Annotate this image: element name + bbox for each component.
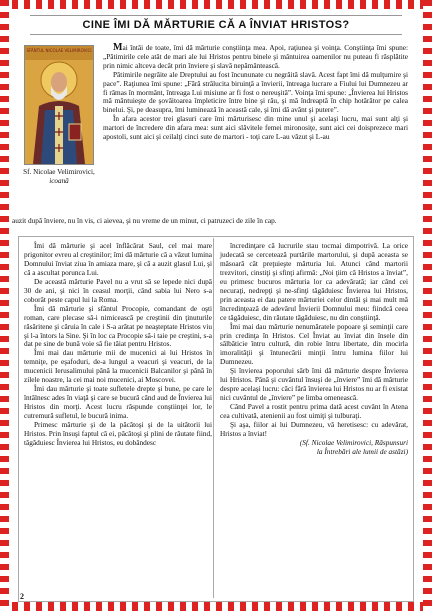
source-citation-line-1: (Sf. Nicolae Velimirovici, Răspunsuri [299,437,408,447]
intro-text [103,44,408,142]
intro-paragraph-1: ai întâi de toate, îmi dă mărturie conştiinţa mea. Apoi, raţiunea şi voinţa. Conştiinţa îmi spune: „Pătimirile cele atât de mari ale lui Hristos pentru binele şi mântuirea oamenilor nu puteau fi răsplătite prin nimic altceva decât prin înviere şi slavă nepământească. [103,43,408,70]
right-paragraph: Când Pavel a rostit pentru prima dată acest cuvânt în Atena cea cultivată, atenienii au fost uimiţi şi tulburaţi. [220,402,408,421]
icon-caption [22,168,96,186]
left-paragraph: Îmi dă mărturie şi sfântul Procopie, comandant de oşti roman, care plecase să-i nimicească pe creştinii din ţinuturile răsăritene şi căruia în cale i S-a arătat pe neaşteptate Hristos viu şi l-a întors la Sine. Şi în loc ca Procopie să-i taie pe creştini, s-a dat pe sine de bună voie să fie tăiat pentru Hristos. [24,303,212,349]
right-column [220,242,408,597]
right-paragraph: încredinţare că lucrurile stau tocmai dimpotrivă. La orice judecată se cercetează purtările martorului, şi după aceasta se măsoară cât preţuieşte mărturia lui. Atunci când martorii trezvitori, cinstiţi şi sfinţi afirmă: „Noi ţiim că Hristos a înviat”, eu primesc bucuros mărturia lor ca adevărată; iar când cei necuraţi, nedrepţi şi ne-sfinţi tăgăduiesc Învierea lui Hristos, prin aceasta ei dau patere mărturiei celor dintâi şi mai mult mă încredinţează de adevărul Învierii Domnului meu: fiindcă ceea ce tăgăduiesc, din răutate tăgăduiesc, nu din conştiinţă. [220,241,408,322]
dropcap: M [113,42,123,53]
page-border-top [0,0,432,9]
saint-icon-image [24,45,94,165]
right-paragraph: Şi învierea poporului sârb îmi dă mărturie despre Învierea lui Hristos. Până şi cuvântul însuşi de „înviere” îmi dă mărturie despre acelaşi lucru: căci fără învierea lui Hristos nu ar fi existat nici cuvântul de „înviere” pe limba omenească. [220,366,408,403]
page-border-left [0,0,9,611]
page-border-right [423,0,432,611]
left-paragraph: Îmi dă mărturie şi acel înflăcărat Saul, cel mai mare prigonitor evreu al creştinilor; îmi dă mărturie că a văzut lumina Domnului înviat ziua în amiaza mare, şi că a auzit glasul Lui, şi că a ascultat porunca Lui. [24,241,212,277]
left-paragraph: Îmi dau mărturie şi toate sufletele drepte şi bune, pe care le întâlnesc ades în viaţă şi care se bucură când aud de Învierea lui Hristos din morţi. Acest lucru răspunde conştiinţei lor, le cutremură sufletul, le bucură inima. [24,384,212,421]
left-paragraph: Îmi mai dau mărturie mii de mucenici ai lui Hristos în temniţe, pe eşafoduri, de-a lungul a veacuri şi veacuri, de la mucenicii Ierusalimului până la mucenicii Balcanilor şi până în zilele noastre, la cei mai noi mucenici, ai Moscovei. [24,348,212,385]
saint-portrait-icon [25,46,93,164]
icon-header-text: SFÂNTUL NICOLAE VELIMIROVICI [26,48,92,53]
page-border-bottom [0,602,432,611]
left-paragraph: De această mărturie Pavel nu a vrut să se lepede nici după 30 de ani, şi nici în ceasul morţii, când sabia lui Nero s-a coborât peste capul lui la Roma. [24,276,212,304]
left-paragraph: Primesc mărturie şi de la păcătoşi şi de la uitătorii lui Hristos. Prin însuşi faptul că ei, păcătoşi şi plini de răutate fiind, tăgăduiesc Învierea lui Hristos, eu dobândesc [24,420,212,447]
right-paragraph: Şi aşa, fiilor ai lui Dumnezeu, vă heretisesc: cu adevărat, Hristos a înviat! [220,420,408,439]
right-paragraph: Îmi mai dau mărturie nenumăratele popoare şi seminţii care prin credinţa în Hristos. Cel Înviat au înviat din însele din sălbăticie întru cultură, din robie întru libertate, din mocirla imoralităţii şi întunecării minţii întru lumina fiilor lui Dumnezeu. [220,321,408,367]
intro-paragraph-2: Pătimirile negrăite ale Dreptului au fost încununate cu negrăită slavă. Acest fapt îmi dă mulţumire şi pace”. Raţiunea îmi spune: „Fără strălucita biruinţă a învierii, întreaga lucrare a Fiului lui Dumnezeu ar fi rămas în mormânt, întreaga Lui misiune ar fi fost o nereuşită”. Voinţa îmi spune: „Învierea lui Hristos mă mântuieşte de şovăitoarea împleticire între bine şi rău, şi mă îndreaptă în chip hotărâtor pe calea binelui. Şi, pe deasupra, îmi luminează în această cale, şi îmi dă avânt şi putere”. [103,69,408,115]
left-column [24,242,212,597]
page-title: CINE ÎMI DĂ MĂRTURIE CĂ A ÎNVIAT HRISTOS? [30,15,402,35]
page-number: 2 [20,592,24,601]
intro-paragraph-3: În afara acestor trei glasuri care îmi mărturisesc din mine unul şi acelaşi lucru, mai sunt alţi şi martori de încredere din afara mea: sunt aici slăvitele femei mironosiţe, sunt aici cei doisprezece mari apostoli, sunt aici şi ceilalţi cinci sute de martori - toţi care L-au văzut şi L-au [103,114,408,142]
icon-caption-kind: icoană [49,177,69,185]
icon-caption-name: Sf. Nicolae Velimirovici, [23,168,95,176]
column-divider [213,238,214,598]
intro-tail: auzit după înviere, nu în vis, ci aievea, şi nu vreme de un minut, ci patruzeci de zile în cap. [12,216,277,225]
source-citation-line-2: la Întrebări ale lumii de astăzi) [316,446,408,456]
